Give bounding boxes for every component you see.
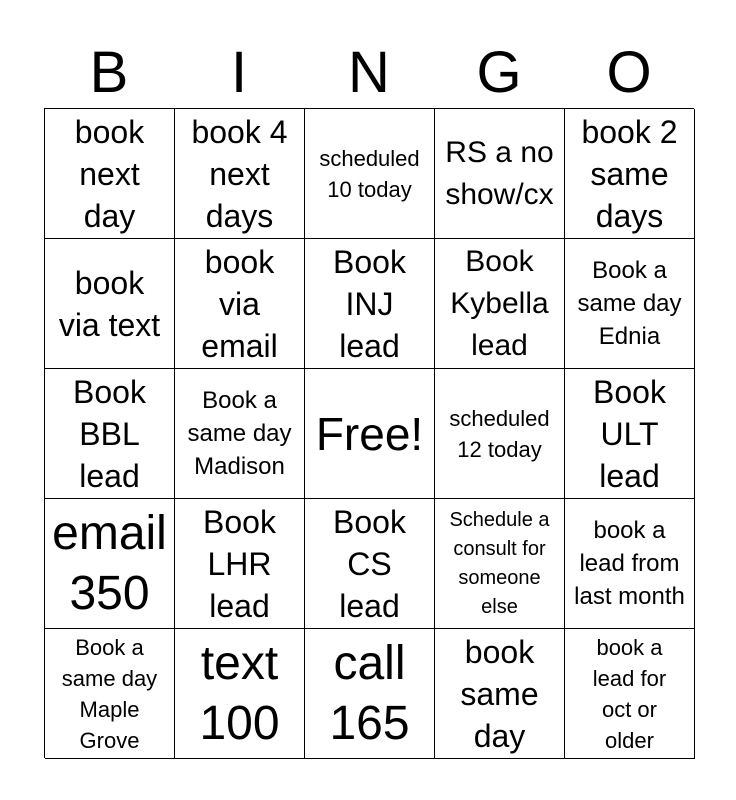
cell-text: Book CS lead (333, 503, 406, 624)
cell-text: Schedule a consult for someone else (449, 508, 550, 618)
bingo-cell[interactable] (435, 629, 565, 759)
header-letter-o: O (606, 40, 652, 105)
cell-text: book next day (74, 113, 145, 234)
bingo-cell[interactable] (175, 239, 305, 369)
bingo-cell[interactable] (45, 369, 175, 499)
bingo-cell[interactable] (435, 369, 565, 499)
bingo-cell[interactable] (565, 369, 695, 499)
cell-text: book 2 same days (581, 113, 678, 234)
cell-text: RS a no show/cx (445, 135, 554, 211)
cell-text: Book INJ lead (333, 243, 406, 364)
bingo-cell[interactable] (45, 239, 175, 369)
bingo-cell[interactable] (45, 629, 175, 759)
bingo-cell[interactable] (175, 629, 305, 759)
cell-text: Book Kybella lead (450, 244, 549, 362)
bingo-cell[interactable] (45, 109, 175, 239)
cell-text: book via email (201, 243, 278, 364)
free-space-text: Free! (315, 407, 424, 460)
bingo-cell[interactable] (305, 629, 435, 759)
cell-text: Book LHR lead (203, 503, 276, 624)
cell-text: scheduled 12 today (449, 405, 550, 462)
bingo-cell[interactable] (565, 239, 695, 369)
cell-text: book 4 next days (191, 113, 288, 234)
header-letter-b: B (89, 40, 129, 105)
cell-text: book a lead for oct or older (592, 634, 667, 753)
cell-text: Book BBL lead (73, 373, 146, 494)
bingo-cell[interactable] (305, 239, 435, 369)
cell-text: book same day (460, 633, 539, 754)
bingo-cell[interactable] (175, 109, 305, 239)
cell-text: book a lead from last month (574, 517, 685, 610)
cell-text: email 350 (52, 506, 167, 620)
cell-text: book via text (58, 264, 161, 343)
cell-text: Book a same day Maple Grove (61, 634, 158, 753)
bingo-cell[interactable] (565, 109, 695, 239)
bingo-cell[interactable] (175, 369, 305, 499)
header-letter-n: N (348, 40, 390, 105)
cell-text: text 100 (199, 636, 280, 750)
bingo-cell[interactable] (435, 239, 565, 369)
header-letter-i: I (230, 40, 248, 105)
header-letter-g: G (476, 40, 522, 105)
cell-text: call 165 (329, 636, 410, 750)
bingo-cell[interactable] (45, 499, 175, 629)
bingo-cell[interactable] (565, 499, 695, 629)
bingo-cell[interactable] (175, 499, 305, 629)
cell-text: scheduled 10 today (319, 145, 420, 202)
bingo-cell[interactable] (305, 109, 435, 239)
bingo-card (44, 108, 694, 758)
bingo-cell[interactable] (435, 109, 565, 239)
bingo-cell[interactable] (565, 629, 695, 759)
free-space[interactable] (305, 369, 435, 499)
cell-text: Book ULT lead (593, 373, 666, 494)
bingo-header (44, 40, 694, 106)
bingo-cell[interactable] (435, 499, 565, 629)
cell-text: Book a same day Ednia (577, 257, 682, 350)
cell-text: Book a same day Madison (187, 387, 292, 480)
bingo-cell[interactable] (305, 499, 435, 629)
